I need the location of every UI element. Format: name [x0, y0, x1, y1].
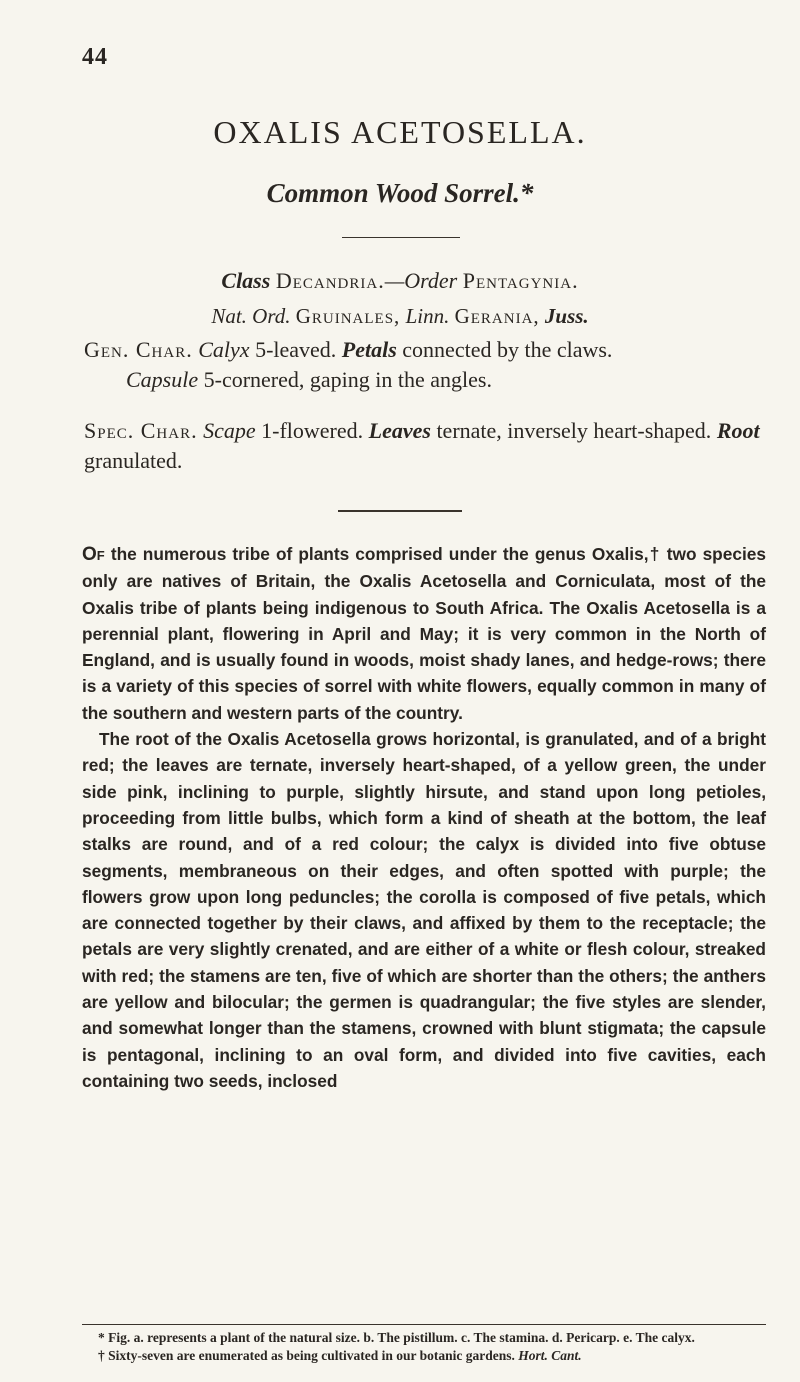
capsule-line: [84, 365, 764, 395]
footnote-2-source: Hort. Cant.: [518, 1348, 582, 1363]
capsule-label: Capsule: [126, 367, 199, 392]
leaves-text: ternate, inversely heart-shaped.: [436, 418, 712, 443]
body-text: [82, 541, 766, 1094]
linn-value: Gerania,: [454, 304, 540, 328]
paragraph-1: [82, 541, 766, 726]
root-text: granulated.: [84, 448, 183, 473]
order-value: Pentagynia.: [462, 268, 579, 293]
footnote-divider: [82, 1324, 766, 1325]
paragraph-2: The root of the Oxalis Acetosella grows horizontal, is granulated, and of a bright red; the leaves are ternate, inversely heart-shaped, of a yellow green, the under side pink, inclining to purple, slightly hirsute, and stand upon long petioles, proceeding from little bulbs, which form a kind of sheath at the bottom, the leaf stalks are round, and of a red colour; the calyx is divided into five obtuse segments, membraneous on their edges, and often spotted with purple; the flowers grow upon long peduncles; the corolla is composed of five petals, which are connected together by their claws, and affixed by them to the receptacle; the petals are very slightly crenated, and are either of a white or flesh colour, streaked with red; the stamens are ten, five of which are shorter than the others; the anthers are yellow and bilocular; the germen is quadrangular; the five styles are slender, and somewhat longer than the stamens, crowned with blunt stigmata; the capsule is pentagonal, inclining to an oval form, and divided into five cavities, each containing two seeds, inclosed: [82, 729, 766, 1091]
paragraph-1-text: the numerous tribe of plants comprised under the genus Oxalis,† two species only are natives of Britain, the Oxalis Acetosella and Corniculata, most of the Oxalis tribe of plants being indigenous to South Africa. The Oxalis Acetosella is a perennial plant, flowering in April and May; it is very common in the North of England, and is usually found in woods, moist shady lanes, and hedge-rows; there is a variety of this species of sorrel with white flowers, equally common in many of the southern and western parts of the country.: [82, 544, 766, 723]
spec-char-label: Spec. Char.: [84, 418, 198, 443]
section-divider: [338, 510, 462, 512]
class-value: Decandria.: [275, 268, 385, 293]
scape-label: Scape: [203, 418, 256, 443]
natord-value: Gruinales,: [295, 304, 401, 328]
common-name-subtitle: Common Wood Sorrel.*: [266, 178, 534, 208]
page-number: 44: [82, 44, 108, 70]
natord-label: Nat. Ord.: [211, 304, 291, 328]
linn-label: Linn.: [405, 304, 450, 328]
capsule-text: 5-cornered, gaping in the angles.: [203, 367, 492, 392]
footnote-species-count: [82, 1347, 766, 1365]
scape-text: 1-flowered.: [261, 418, 364, 443]
footnote-figure-legend: * Fig. a. represents a plant of the natural size. b. The pistillum. c. The stamina. d. Pericarp. e. The calyx.: [98, 1330, 695, 1345]
natural-order-line: [0, 301, 800, 331]
class-label: Class: [221, 268, 271, 293]
generic-character: [84, 335, 764, 395]
footnotes: [82, 1329, 766, 1365]
petals-label: Petals: [341, 337, 397, 362]
page-title: OXALIS ACETOSELLA.: [213, 114, 587, 150]
short-divider: [342, 237, 460, 238]
juss-label: Juss.: [544, 304, 589, 328]
root-label: Root: [716, 418, 760, 443]
order-label: —Order: [384, 268, 458, 293]
paragraph-lead-word: Of: [82, 544, 105, 565]
petals-text: connected by the claws.: [402, 337, 613, 362]
gen-char-label: Gen. Char.: [84, 337, 193, 362]
calyx-text: 5-leaved.: [255, 337, 337, 362]
leaves-label: Leaves: [368, 418, 431, 443]
specific-character: [84, 416, 764, 476]
calyx-label: Calyx: [198, 337, 250, 362]
footnote-2-text: † Sixty-seven are enumerated as being cultivated in our botanic gardens.: [98, 1348, 515, 1363]
classification-line: [0, 266, 800, 296]
